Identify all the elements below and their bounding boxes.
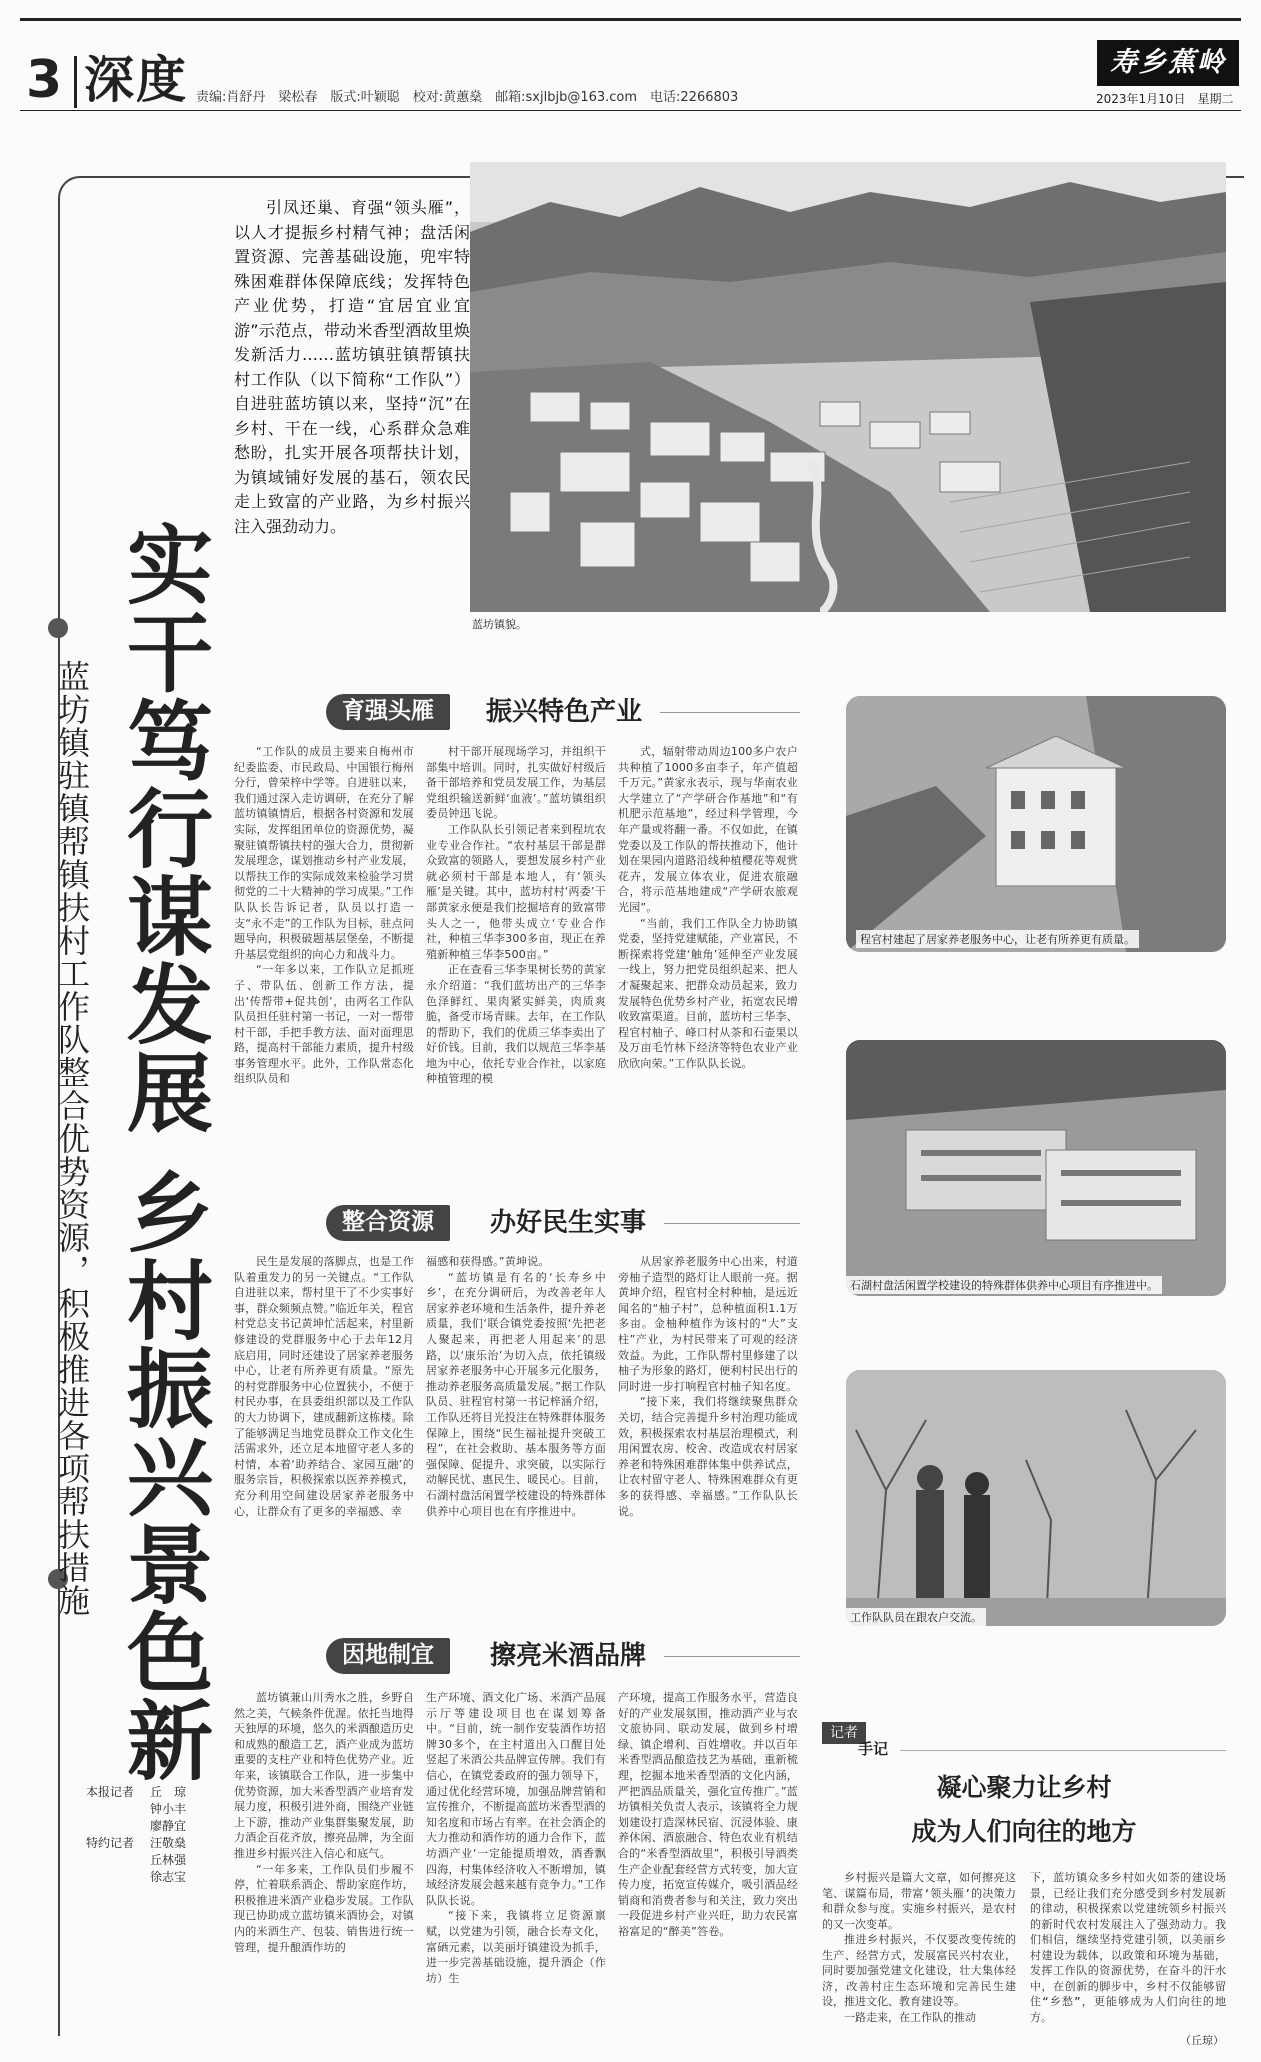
paragraph: 福感和获得感。”黄坤说。 [426, 1255, 550, 1268]
town-aerial-photo [470, 162, 1226, 612]
reporter-label: 本报记者 [86, 1785, 135, 1799]
paragraph: 从居家养老服务中心出来，村道旁柚子造型的路灯让人眼前一亮。据黄坤介绍，程官村全村种柚，是远近闻名的“柚子村”，总种植面积1.1万多亩。金柚种植作为该村的“大”支柱”产业，为村民带来了可观的经济效益。为此，工作队帮村里修建了以柚子为形象的路灯，便利村民出行的同时进一步打响程官村柚子知名度。 [618, 1255, 798, 1393]
note-paragraph: 一路走来，在工作队的推动 [844, 2010, 976, 2024]
main-photo-caption: 蓝坊镇貌。 [472, 618, 527, 631]
paragraph: “一年多以来，工作队立足抓班子、带队伍、创新工作方法，提出‘传帮带+促共创’，由两名工作队队员担任驻村第一书记，一对一帮带村干部，手把手教方法、面对面理思路，提高村干部能力素质，提升村级事务管理水平。此外，工作队常态化组织队员和 [234, 963, 414, 1086]
section-1-title: 振兴特色产业 [486, 697, 643, 727]
newspaper-logo: 寿乡蕉岭 [1097, 40, 1239, 86]
note-paragraph: 乡村振兴是篇大文章，如何擦亮这笔、谋篇布局，带富‘领头雁’的决策力和群众参与度。实施乡村振兴，是农村的又一次变革。 [822, 1871, 1016, 1931]
reporter-name: 廖静宜 [150, 1819, 187, 1833]
article-column [234, 1254, 414, 1626]
paragraph: 民生是发展的落脚点，也是工作队着重发力的另一关键点。“工作队自进驻以来，帮村里干了不少实事好事，群众频频点赞。”临近年关，程官村党总支书记黄坤忙活起来，村里新修建设的党群服务中心于去年12月底启用，同时还建设了居家养老服务中心，让老有所养更有质量。“原先的村党群服务中心位置狭小，不便于村民办事，在县委组织部以及工作队的大力协调下，建成翻新这栋楼。除了能够满足当地党员群众工作文化生活需求外，还立足本地留守老人多的村情，本着‘助养结合、家园互融’的服务宗旨，积极探索以医养养模式，充分利用空间建设居家养老服务中心，让群众有了更多的幸福感、幸 [234, 1255, 414, 1518]
reporter-name: 钟小丰 [150, 1802, 187, 1816]
article-column [618, 744, 798, 1168]
masthead-rule [20, 110, 1241, 111]
section-2-tag: 整合资源 [326, 1205, 450, 1241]
section-2-title: 办好民生实事 [490, 1208, 647, 1238]
note-title-line1: 凝心聚力让乡村 [936, 1773, 1112, 1802]
orchard-illustration [846, 1370, 1226, 1626]
article-column [426, 744, 606, 1168]
paragraph: “接下来，我镇将立足资源禀赋，以党建为引领，融合长寿文化，富硒元素，以美丽圩镇建设为抓手，进一步完善基础设施，提升酒企（作坊）生 [426, 1909, 606, 1985]
article-column [234, 1690, 414, 2050]
note-column [1030, 1870, 1226, 2034]
note-paragraph: 推进乡村振兴，不仅要改变传统的生产、经营方式，发展富民兴村农业，同时要加强党建文化建设，壮大集体经济，改善村庄生态环境和完善民生建设，推进文化、教育建设等。 [822, 1933, 1016, 2008]
note-tag-top: 记者 [822, 1722, 866, 1744]
reporter-name: 徐志宝 [150, 1870, 187, 1884]
note-signature: （丘琼） [1180, 2034, 1224, 2047]
paragraph: “工作队的成员主要来自梅州市纪委监委、市民政局、中国银行梅州分行，曾荣梓中学等。自进驻以来，我们通过深入走访调研，在充分了解蓝坊镇镇情后，根据各村资源和发展实际，发挥组团单位的资源优势，凝聚驻镇帮镇扶村的强大合力，贯彻新发展理念，谋划推动乡村产业发展，以帮扶工作的实际成效来检验学习贯彻党的二十大精神的学习成果。”工作队队长告诉记者，队员以打造一支“永不走”的工作队为目标，驻点问题导向，积极破题基层堡垒，不断提升基层党组织的向心力和战斗力。 [234, 745, 414, 961]
reporter-label: 特约记者 [86, 1836, 135, 1850]
main-headline: 实干笃行谋发展 乡村振兴景色新 [112, 520, 213, 1784]
article-column [426, 1254, 606, 1626]
section-2-rule [664, 1223, 800, 1224]
paragraph: 正在查看三华李果树长势的黄家永介绍道：“我们蓝坊出产的三华李色泽鲜红、果肉紧实鲜美，肉质爽脆，备受市场青睐。去年，在工作队的帮助下，我们的优质三华李卖出了好价钱。目前，我们以规范三华李基地为中心，依托专业合作社，以家庭种植管理的模 [426, 963, 606, 1086]
reporter-name: 汪敬燊 [150, 1836, 187, 1850]
reporter-name: 丘 琼 [150, 1785, 187, 1799]
article-column [234, 744, 414, 1168]
frame-dot [48, 618, 68, 638]
section-title: 深度 [84, 51, 188, 109]
section-3-tag: 因地制宜 [326, 1638, 450, 1674]
section-3-title: 擦亮米酒品牌 [490, 1641, 647, 1671]
article-column [426, 1690, 606, 2050]
paragraph: 式，辐射带动周边100多户农户共种植了1000多亩李子，年产值超千万元。”黄家永表示，现与华南农业大学建立了“产学研合作基地”和“有机肥示范基地”，经过科学管理，今年产量或将翻一番。不仅如此，在镇党委以及工作队的帮扶推动下，他计划在果园内道路沿线种植樱花等观赏花卉，发展立体农业，促进农旅融合，将示范基地建成“产学研农旅观光园”。 [618, 745, 798, 914]
subheadline: 蓝坊镇驻镇帮镇扶村工作队整合优势资源，积极推进各项帮扶措施 [53, 660, 91, 1617]
photo-caption: 工作队队员在跟农户交流。 [846, 1608, 986, 1626]
section-3-rule [664, 1656, 800, 1657]
article-column [618, 1690, 798, 2050]
school-building-illustration [846, 1040, 1226, 1296]
paragraph: 工作队队长引领记者来到程坑农业专业合作社。“农村基层干部是群众致富的领路人，要想发展乡村产业就必须村干部是本地人，有‘领头雁’是关键。其中，蓝坊村村‘两委’干部黄家永便是我们挖掘培育的致富带头人之一，他带头成立‘专业合作社，种植三华李300多亩，现正在养殖新种植三华李500亩。” [426, 822, 606, 961]
special-care-center-photo [846, 1040, 1226, 1296]
section-1-rule [660, 712, 800, 713]
issue-date: 2023年1月10日 星期二 [1096, 92, 1234, 106]
paragraph: 生产环境、酒文化广场、米酒产品展示厅等建设项目也在谋划筹备中。“目前，统一制作安装酒作坊招牌30多个，在主村道出入口醒目处竖起了米酒公共品牌宣传牌。我们有信心，在镇党委政府的强力领导下，通过优化经营环境，加强品牌营销和宣传推介，不断提高蓝坊米香型酒的知名度和市场占有率。在社会酒企的大力推动和酒作坊的通力合作下，蓝坊酒产业‘一定能提质增效，酒香飘四海，村集体经济收入不断增加，镇域经济发展会越来越有竞争力。”工作队队长说。 [426, 1691, 606, 1907]
elderly-care-center-photo [846, 696, 1226, 952]
building-illustration [846, 696, 1226, 952]
paragraph: 村干部开展现场学习，并组织干部集中培训。同时，扎实做好村级后备干部培养和党员发展工作，为基层党组织输送新鲜‘血液’。”蓝坊镇组织委员钟迅飞说。 [426, 745, 606, 821]
paragraph: “接下来，我们将继续聚焦群众关切，结合完善提升乡村治理功能成效，积极探索农村基层治理模式，利用闲置农房、校舍、改造成农村居家养老和特殊困难群体集中供养试点，让农村留守老人、特殊困难群众有更多的获得感、幸福感。”工作队队长说。 [618, 1395, 798, 1518]
note-rule [900, 1750, 1226, 1751]
paragraph: “当前，我们工作队全力协助镇党委，坚持党建赋能，产业富民，不断探索将党建‘触角’延伸至产业发展一线上，努力把党员组织起来、把人才凝聚起来、把群众动员起来，致力发展特色优势乡村产业，拓宽农民增收致富渠道。目前，蓝坊村三华李、程官村柚子、峰口村从茶和石壶果以及万亩毛竹林下经济等特色农业产业欣欣向荣。”工作队队长说。 [618, 916, 798, 1070]
editor-credits: 责编:肖舒丹 梁松春 版式:叶颖聪 校对:黄蕙燊 邮箱:sxjlbjb@163.com 电话:2266803 [196, 90, 739, 105]
note-paragraph: 下，蓝坊镇众多乡村如火如荼的建设场景，已经让我们充分感受到乡村发展新的律动，积极探索以党建统领乡村振兴的新时代农村发展注入了强劲动力。我们相信，继续坚持党建引领，以美丽乡村建设为载体，以政策和环境为基础，发挥工作队的资源优势，在奋斗的汗水中，在创新的脚步中，乡村不仅能够留住“乡愁”，更能够成为人们向往的地方。 [1030, 1871, 1226, 2024]
note-title-line2: 成为人们向往的地方 [911, 1817, 1137, 1846]
note-tag-bottom: 手记 [858, 1740, 889, 1758]
farmer-exchange-photo [846, 1370, 1226, 1626]
section-1-tag: 育强头雁 [326, 694, 450, 730]
paragraph: “一年多来，工作队员们步履不停，忙着联系酒企、帮助家庭作坊，积极推进米酒产业稳步发展。工作队现已协助成立蓝坊镇米酒协会，对镇内的米酒生产、包装、销售进行统一管理，提升酿酒作坊的 [234, 1862, 414, 1954]
photo-caption: 程官村建起了居家养老服务中心，让老有所养更有质量。 [856, 930, 1139, 948]
page-number-divider [74, 56, 77, 108]
paragraph: 产环境，提高工作服务水平，营造良好的产业发展氛围，推动酒产业与农文旅协同、联动发展，做到乡村增绿、镇企增利、百姓增收。并以百年米香型酒品酿造技艺为基础，重新梳理，挖掘本地米香型酒的文化内涵，严把酒品质量关，强化宣传推广。”蓝坊镇相关负责人表示，该镇将全力规划建设打造深林民宿、沉浸体验、康养休闲、酒旅融合、特色农业有机结合的“米香型酒故里”，积极引导酒类生产企业配套经营方式转变，加大宣传力度，拓宽宣传媒介，吸引酒品经销商和消费者参与和关注，致力突出一段促进乡村产业兴旺，助力农民富裕富足的“醉美”答卷。 [618, 1691, 798, 1938]
reporter-name: 丘林强 [150, 1853, 187, 1867]
lead-paragraph [234, 196, 470, 539]
note-column [822, 1870, 1016, 2046]
photo-caption: 石湖村盘活闲置学校建设的特殊群体供养中心项目有序推进中。 [846, 1276, 1162, 1294]
paragraph: “蓝坊镇是有名的‘长寿乡中乡’，在充分调研后，为改善老年人居家养老环境和生活条件，提升养老质量，我们‘联合镇党委按照‘先把老人聚起来，再把老人用起来’的思路，以‘康乐治’为切入点，依托镇级居家养老服务中心开展多元化服务，推动养老服务高质量发展。”据工作队队员、驻程官村第一书记梓涵介绍，工作队还将目光投注在特殊群体服务保障上，围绕“民生福祉提升突破工程”，在社会救助、基本服务等方面强保障、促提升、求突破，以实际行动解民忧、惠民生、暖民心。目前，石湖村盘活闲置学校建设的特殊群体供养中心项目也在有序推进中。 [426, 1270, 606, 1518]
paragraph: 蓝坊镇兼山川秀水之胜，乡野自然之美，气候条件优渥。依托当地得天独厚的环境，悠久的米酒酿造历史和成熟的酿造工艺，酒产业成为蓝坊重要的支柱产业和特色优势产业。近年来，该镇联合工作队，进一步集中优势资源，加大米香型酒产业培育发展力度，积极引进外商，围绕产业链上下游，推动产业集群集聚发展，助力酒企百花齐放，擦亮品牌，为全面推进乡村振兴注入信心和底气。 [234, 1691, 414, 1860]
page-number: 3 [26, 50, 63, 110]
top-rule [20, 18, 1241, 21]
lead-text: 引凤还巢、育强“领头雁”，以人才提振乡村精气神；盘活闲置资源、完善基础设施，兜牢特殊困难群体保障底线；发挥特色产业优势，打造“宜居宜业宜游”示范点，带动米香型酒故里焕发新活力……蓝坊镇驻镇帮镇扶村工作队（以下简称“工作队”）自进驻蓝坊镇以来，坚持“沉”在乡村、干在一线，心系群众急难愁盼，扎实开展各项帮扶计划，为镇域铺好发展的基石，领农民走上致富的产业路，为乡村振兴注入强劲动力。 [234, 198, 470, 536]
article-column [618, 1254, 798, 1626]
town-aerial-illustration [470, 162, 1226, 612]
